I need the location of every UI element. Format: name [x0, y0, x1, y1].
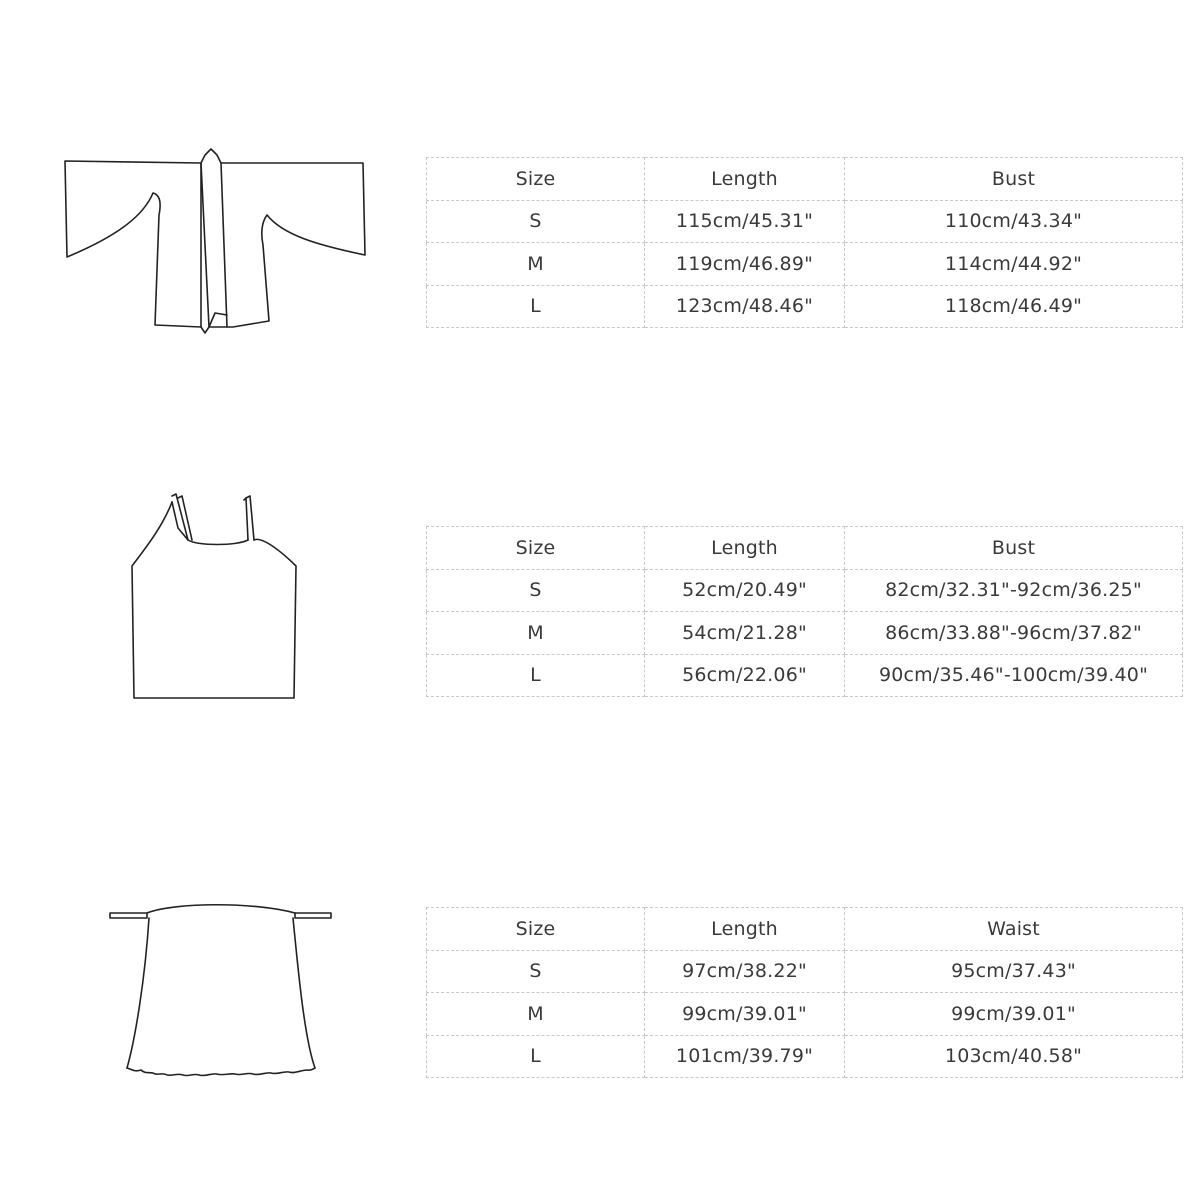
table-row	[427, 654, 1183, 697]
size-cell: L	[427, 654, 645, 697]
table-row	[427, 200, 1183, 243]
length-cell: 101cm/39.79"	[645, 1035, 845, 1078]
table-row	[427, 243, 1183, 286]
waist-cell: 95cm/37.43"	[845, 950, 1183, 993]
table-row	[427, 612, 1183, 655]
length-cell: 119cm/46.89"	[645, 243, 845, 286]
table-header-row	[427, 158, 1183, 201]
header-bust: Bust	[845, 158, 1183, 201]
table-row	[427, 993, 1183, 1036]
length-cell: 56cm/22.06"	[645, 654, 845, 697]
length-cell: 97cm/38.22"	[645, 950, 845, 993]
size-cell: S	[427, 950, 645, 993]
kimono-cardigan-icon	[55, 145, 375, 345]
table-row	[427, 950, 1183, 993]
bust-cell: 90cm/35.46"-100cm/39.40"	[845, 654, 1183, 697]
size-chart-kimono-cardigan	[426, 157, 1183, 328]
bust-cell: 118cm/46.49"	[845, 285, 1183, 328]
size-chart-skirt	[426, 907, 1183, 1078]
waist-cell: 99cm/39.01"	[845, 993, 1183, 1036]
length-cell: 99cm/39.01"	[645, 993, 845, 1036]
size-cell: M	[427, 243, 645, 286]
skirt-icon	[105, 900, 345, 1085]
size-cell: M	[427, 612, 645, 655]
length-cell: 123cm/48.46"	[645, 285, 845, 328]
header-size: Size	[427, 527, 645, 570]
header-size: Size	[427, 158, 645, 201]
size-chart-camisole	[426, 526, 1183, 697]
header-size: Size	[427, 908, 645, 951]
bust-cell: 110cm/43.34"	[845, 200, 1183, 243]
table-row	[427, 285, 1183, 328]
table-row	[427, 569, 1183, 612]
size-cell: M	[427, 993, 645, 1036]
bust-cell: 114cm/44.92"	[845, 243, 1183, 286]
size-cell: S	[427, 569, 645, 612]
header-length: Length	[645, 158, 845, 201]
header-length: Length	[645, 527, 845, 570]
size-cell: L	[427, 285, 645, 328]
size-cell: S	[427, 200, 645, 243]
table-row	[427, 1035, 1183, 1078]
table-header-row	[427, 908, 1183, 951]
header-length: Length	[645, 908, 845, 951]
table-header-row	[427, 527, 1183, 570]
size-cell: L	[427, 1035, 645, 1078]
length-cell: 54cm/21.28"	[645, 612, 845, 655]
header-bust: Bust	[845, 527, 1183, 570]
length-cell: 52cm/20.49"	[645, 569, 845, 612]
length-cell: 115cm/45.31"	[645, 200, 845, 243]
header-waist: Waist	[845, 908, 1183, 951]
camisole-top-icon	[122, 488, 312, 703]
bust-cell: 82cm/32.31"-92cm/36.25"	[845, 569, 1183, 612]
bust-cell: 86cm/33.88"-96cm/37.82"	[845, 612, 1183, 655]
waist-cell: 103cm/40.58"	[845, 1035, 1183, 1078]
